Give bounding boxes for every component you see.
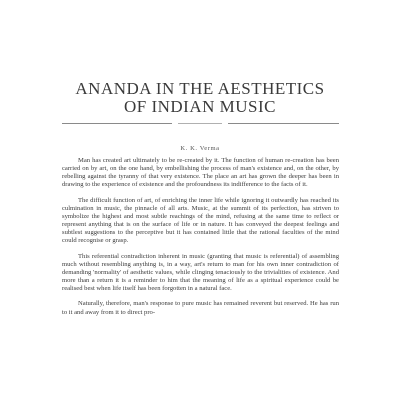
title-rule-left xyxy=(62,123,172,124)
paragraph: Man has created art ultimately to be re-created by it. The function of human re-creation has been carried on by art, on the one hand, by embellishing the process of man's existence and, on the other, by rebelling against the tyranny of that very existence. The place an art has grown the deeper has been in drawing to the experience of existence and the profoundness its indifference to the facts of it. xyxy=(62,157,339,189)
paragraph: The difficult function of art, of enriching the inner life while ignoring it outwardly has reached its culmination in music, the pinnacle of all arts. Music, at the summit of its perfection, has striven to symbolize the highest and most subtle reachings of the mind, refusing at the same time to reflect or represent anything that is on the surface of life or in nature. It has conveyed the deepest feelings and subtlest suggestions to the perceptive but it has contained little that the rational faculties of the mind could recognise or grasp. xyxy=(62,196,339,245)
article-body xyxy=(62,157,339,324)
title-rule-right xyxy=(228,123,339,124)
paragraph: This referential contradiction inherent in music (granting that music is referential) of assembling much without resembling anything is, in a way, art's return to man for his own inner contradiction of demanding 'normality' of aesthetic values, while clinging tenaciously to the trivialities of existence. And more than a return it is a reminder to him that the meaning of life as a spiritual experience could be realised best when life itself has been forgotten in a natural face. xyxy=(62,252,339,293)
title-rule-center xyxy=(178,123,222,124)
author-name: K. K. Verma xyxy=(180,145,220,152)
paragraph: Naturally, therefore, man's response to pure music has remained reverent but reserved. He has run to it and away from it to direct pro- xyxy=(62,300,339,316)
title-line-2: OF INDIAN MUSIC xyxy=(123,97,276,116)
title-line-1: ANANDA IN THE AESTHETICS xyxy=(75,79,325,98)
